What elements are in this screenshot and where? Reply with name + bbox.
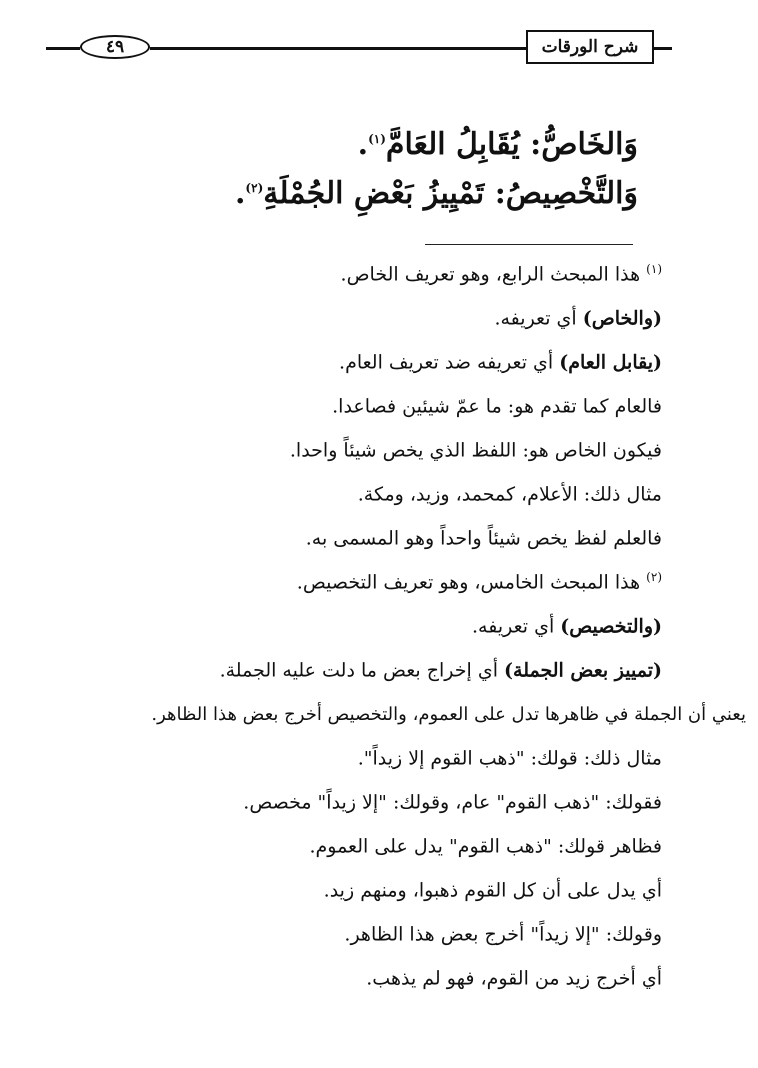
footnote-text: أي تعريفه. (494, 307, 583, 330)
footnote-text: فظاهر قولك: "ذهب القوم" يدل على العموم. (309, 835, 662, 858)
note-marker: (٢) (245, 181, 264, 195)
header-rule-left (46, 47, 80, 50)
bold-term: (والخاص) (582, 307, 662, 330)
footnote-text: فالعلم لفظ يخص شيئاً واحداً وهو المسمى به. (305, 527, 662, 550)
footnote-line (151, 702, 746, 725)
footnote-text: هذا المبحث الخامس، وهو تعريف التخصيص. (296, 571, 641, 594)
matn-text: وَالخَاصُّ: يُقَابِلُ العَامَّ (385, 127, 638, 162)
matn-text: وَالتَّخْصِيصُ: تَمْيِيزُ بَعْضِ الجُمْلَةِ (263, 176, 638, 211)
footnote-text: أي تعريفه ضد تعريف العام. (339, 351, 560, 374)
note-marker: (١) (368, 132, 386, 146)
note-marker: (١) (646, 262, 662, 276)
running-header (0, 0, 758, 80)
footnote-line (472, 614, 662, 637)
footnote-text: فقولك: "ذهب القوم" عام، وقولك: "إلا زيداً" مخصص. (243, 791, 662, 814)
header-rule-right (654, 47, 672, 50)
note-marker: (٢) (646, 570, 662, 584)
footnote-line (306, 526, 662, 549)
footnote-line (290, 438, 662, 461)
footnote-text: هذا المبحث الرابع، وهو تعريف الخاص. (340, 263, 641, 286)
page-number: ٤٩ (80, 35, 150, 59)
book-title: شرح الورقات (526, 30, 654, 64)
footnote-text: أي تعريفه. (471, 615, 561, 638)
matn-tail: . (357, 127, 369, 162)
footnote-line (220, 658, 662, 681)
header-rule-middle (150, 47, 526, 50)
footnote-text: أي إخراج بعض ما دلت عليه الجملة. (219, 659, 505, 682)
footnote-separator (425, 244, 633, 245)
footnote-text: مثال ذلك: الأعلام، كمحمد، وزيد، ومكة. (357, 483, 662, 506)
footnote-text: يعني أن الجملة في ظاهرها تدل على العموم، والتخصيص أخرج بعض هذا الظاهر. (151, 704, 746, 725)
footnote-line (344, 922, 662, 945)
footnote-text: أي أخرج زيد من القوم، فهو لم يذهب. (366, 967, 662, 990)
footnote-line (324, 878, 662, 901)
bold-term: (يقابل العام) (559, 351, 662, 374)
footnote-text: مثال ذلك: قولك: "ذهب القوم إلا زيداً". (357, 747, 662, 770)
footnote-line (494, 306, 662, 329)
footnote-line (297, 570, 662, 593)
footnote-line (339, 350, 662, 373)
footnote-line (366, 966, 662, 989)
footnote-text: فيكون الخاص هو: اللفظ الذي يخص شيئاً واحدا. (289, 439, 662, 462)
footnote-line (243, 790, 662, 813)
footnote-line (332, 394, 662, 417)
footnote-line (309, 834, 662, 857)
bold-term: (والتخصيص) (560, 615, 662, 638)
bold-term: (تمييز بعض الجملة) (504, 659, 662, 682)
footnote-line (341, 262, 662, 285)
footnote-line (358, 482, 662, 505)
matn-line-1 (358, 127, 638, 162)
footnote-text: أي يدل على أن كل القوم ذهبوا، ومنهم زيد. (323, 879, 662, 902)
footnote-text: وقولك: "إلا زيداً" أخرج بعض هذا الظاهر. (344, 923, 662, 946)
matn-tail: . (234, 176, 246, 211)
footnote-line (358, 746, 662, 769)
footnote-text: فالعام كما تقدم هو: ما عمّ شيئين فصاعدا. (332, 395, 662, 418)
matn-line-2 (235, 176, 638, 211)
